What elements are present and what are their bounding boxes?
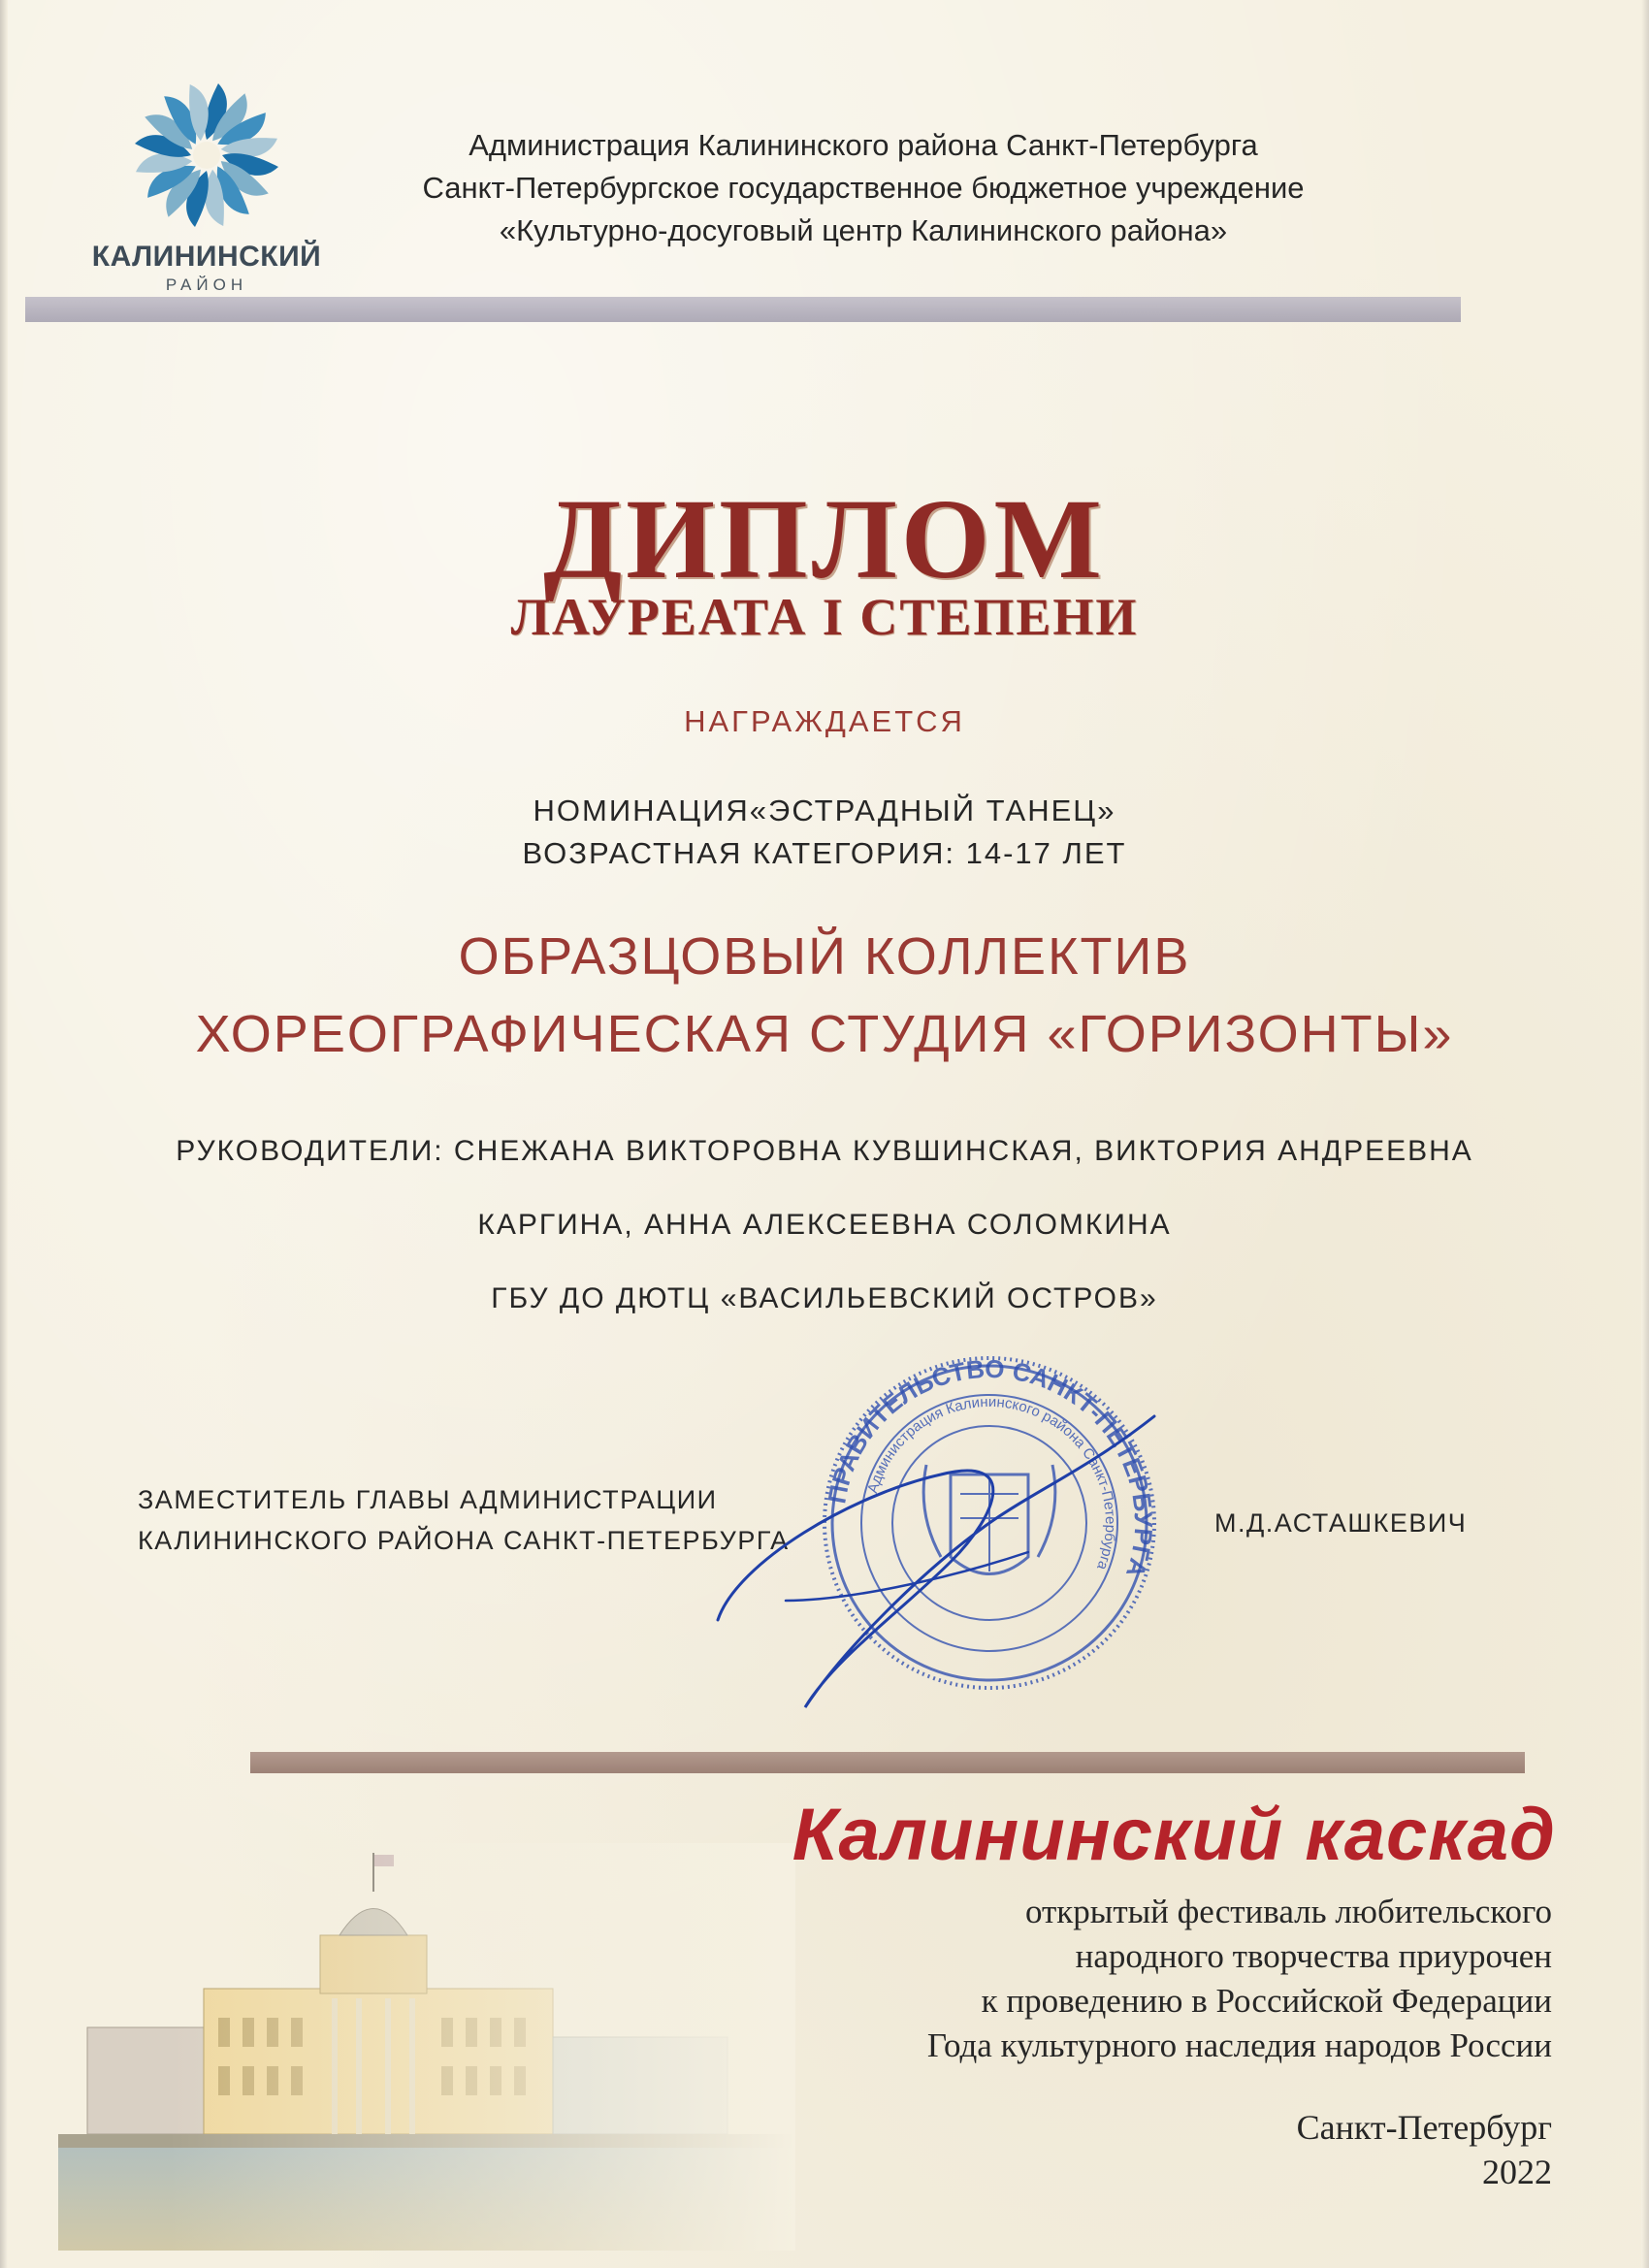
scan-edge-right (1641, 0, 1649, 2268)
handwritten-signature (698, 1377, 1164, 1727)
signatory-name: М.Д.АСТАШКЕВИЧ (1214, 1508, 1468, 1538)
place-and-year (1297, 2105, 1552, 2194)
year: 2022 (1482, 2153, 1552, 2191)
signatory-position (138, 1479, 790, 1561)
group-line-1: ОБРАЗЦОВЫЙ КОЛЛЕКТИВ (458, 927, 1191, 986)
city: Санкт-Петербург (1296, 2108, 1552, 2147)
stamp-outer-text: ПРАВИТЕЛЬСТВО САНКТ-ПЕТЕРБУРГА (822, 1353, 1159, 1581)
festival-desc-line-1: открытый фестиваль любительского (1024, 1893, 1552, 1930)
festival-description (927, 1890, 1552, 2068)
logo-name: КАЛИНИНСКИЙ (91, 241, 322, 273)
district-logo (85, 78, 328, 301)
group-line-2: ХОРЕОГРАФИЧЕСКАЯ СТУДИЯ «ГОРИЗОНТЫ» (195, 1005, 1454, 1063)
festival-desc-line-2: народного творчества приурочен (1075, 1937, 1552, 1975)
awarded-label: НАГРАЖДАЕТСЯ (684, 704, 965, 738)
scan-edge-left (0, 0, 8, 2268)
festival-desc-line-3: к проведению в Российской Федерации (981, 1982, 1552, 2020)
header-line-1: Администрация Калининского района Санкт-Петербурга (469, 128, 1258, 162)
logo-subtitle: РАЙОН (165, 275, 248, 294)
bottom-divider (250, 1752, 1525, 1773)
top-divider (25, 297, 1461, 322)
diploma-title: ДИПЛОМ (543, 475, 1106, 602)
leaders-line-2: КАРГИНА, АННА АЛЕКСЕЕВНА СОЛОМКИНА (477, 1209, 1172, 1241)
header-line-3: «Культурно-досуговый центр Калининского района» (499, 213, 1228, 247)
diploma-degree: ЛАУРЕАТА I СТЕПЕНИ (510, 588, 1139, 646)
leaders-line-1: РУКОВОДИТЕЛИ: СНЕЖАНА ВИКТОРОВНА КУВШИНСКАЯ, ВИКТОРИЯ АНДРЕЕВНА (176, 1135, 1473, 1167)
age-category: ВОЗРАСТНАЯ КАТЕГОРИЯ: 14-17 ЛЕТ (522, 836, 1127, 870)
header-line-2: Санкт-Петербургское государственное бюджетное учреждение (422, 171, 1305, 205)
institution: ГБУ ДО ДЮТЦ «ВАСИЛЬЕВСКИЙ ОСТРОВ» (491, 1282, 1158, 1314)
nomination: НОМИНАЦИЯ«ЭСТРАДНЫЙ ТАНЕЦ» (533, 794, 1116, 827)
festival-name: Калининский каскад (792, 1794, 1556, 1876)
swirl-logo-icon (124, 78, 289, 233)
festival-desc-line-4: Года культурного наследия народов России (926, 2026, 1552, 2064)
issuer-header (320, 124, 1406, 252)
position-line-2: КАЛИНИНСКОГО РАЙОНА САНКТ-ПЕТЕРБУРГА (138, 1526, 790, 1555)
position-line-1: ЗАМЕСТИТЕЛЬ ГЛАВЫ АДМИНИСТРАЦИИ (138, 1485, 718, 1514)
stamp-inner-text: Администрация Калининского района Санкт-Петербурга (864, 1393, 1119, 1572)
building-illustration (58, 1843, 795, 2251)
